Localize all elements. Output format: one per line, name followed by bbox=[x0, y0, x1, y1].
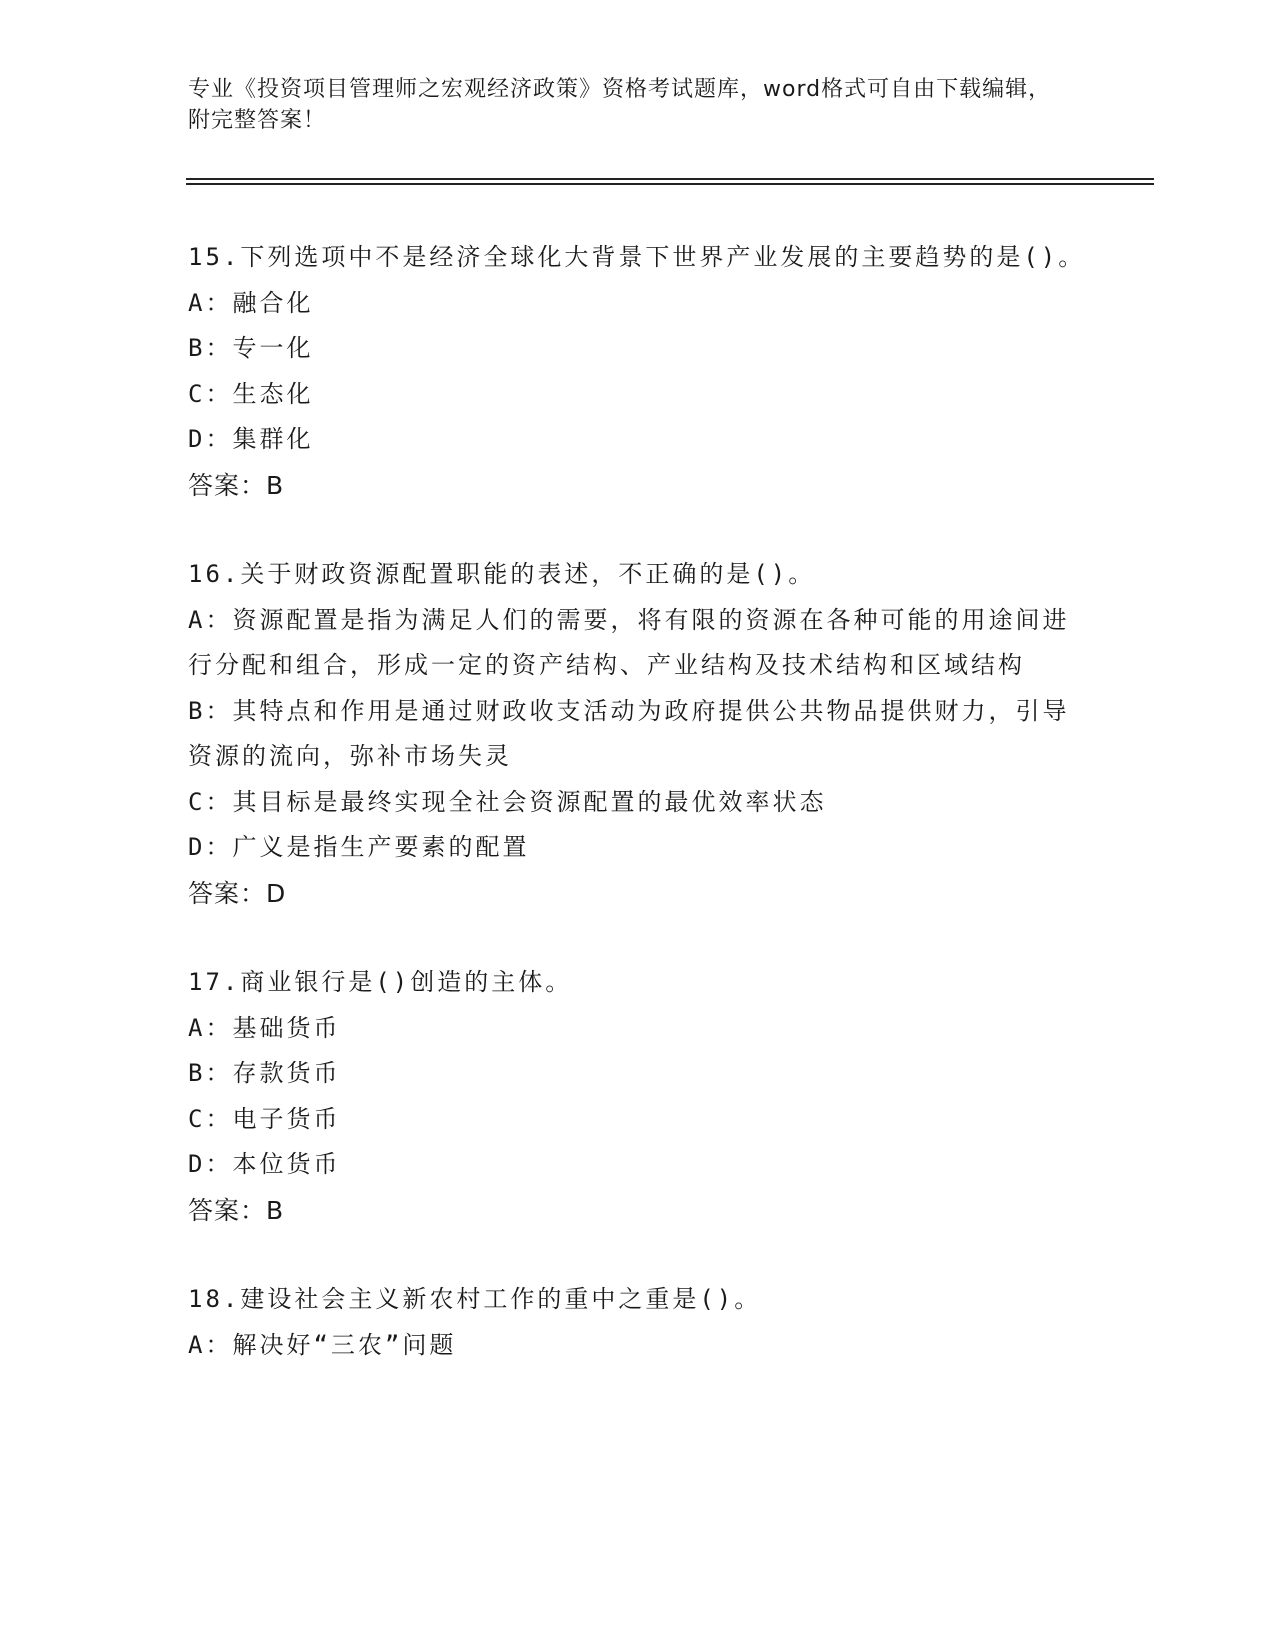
option-c: C：电子货币 bbox=[188, 1104, 341, 1133]
header-divider-top bbox=[186, 178, 1154, 180]
header-intro: 专业《投资项目管理师之宏观经济政策》资格考试题库，word格式可自由下载编辑，附完整答案！ bbox=[188, 77, 1052, 133]
option-b: B：其特点和作用是通过财政收支活动为政府提供公共物品提供财力，引导资源的流向，弥补市场失灵 bbox=[188, 696, 1070, 770]
question-stem: 15.下列选项中不是经济全球化大背景下世界产业发展的主要趋势的是()。 bbox=[188, 243, 1086, 271]
question-item bbox=[188, 1277, 1088, 1368]
option-a: A：基础货币 bbox=[188, 1013, 341, 1042]
answer-label: 答案：B bbox=[188, 470, 285, 500]
question-item bbox=[188, 960, 1088, 1233]
option-a: A：解决好“三农”问题 bbox=[188, 1330, 457, 1359]
question-item bbox=[188, 552, 1088, 916]
question-item bbox=[188, 235, 1088, 508]
header-divider-bottom bbox=[186, 183, 1154, 185]
option-a: A：融合化 bbox=[188, 288, 314, 317]
question-stem: 17.商业银行是()创造的主体。 bbox=[188, 968, 573, 996]
question-stem: 18.建设社会主义新农村工作的重中之重是()。 bbox=[188, 1285, 762, 1313]
option-b: B：专一化 bbox=[188, 334, 314, 362]
option-a: A：资源配置是指为满足人们的需要，将有限的资源在各种可能的用途间进行分配和组合，形成一定的资产结构、产业结构及技术结构和区域结构 bbox=[188, 605, 1070, 679]
question-list bbox=[188, 235, 1088, 1412]
option-d: D：本位货币 bbox=[188, 1150, 341, 1178]
option-b: B：存款货币 bbox=[188, 1059, 341, 1087]
option-d: D：集群化 bbox=[188, 425, 314, 453]
option-c: C：生态化 bbox=[188, 379, 314, 408]
answer-label: 答案：D bbox=[188, 878, 287, 908]
question-stem: 16.关于财政资源配置职能的表述，不正确的是()。 bbox=[188, 560, 816, 588]
answer-label: 答案：B bbox=[188, 1195, 285, 1225]
option-c: C：其目标是最终实现全社会资源配置的最优效率状态 bbox=[188, 787, 827, 816]
document-header bbox=[188, 74, 1068, 136]
option-d: D：广义是指生产要素的配置 bbox=[188, 833, 530, 861]
